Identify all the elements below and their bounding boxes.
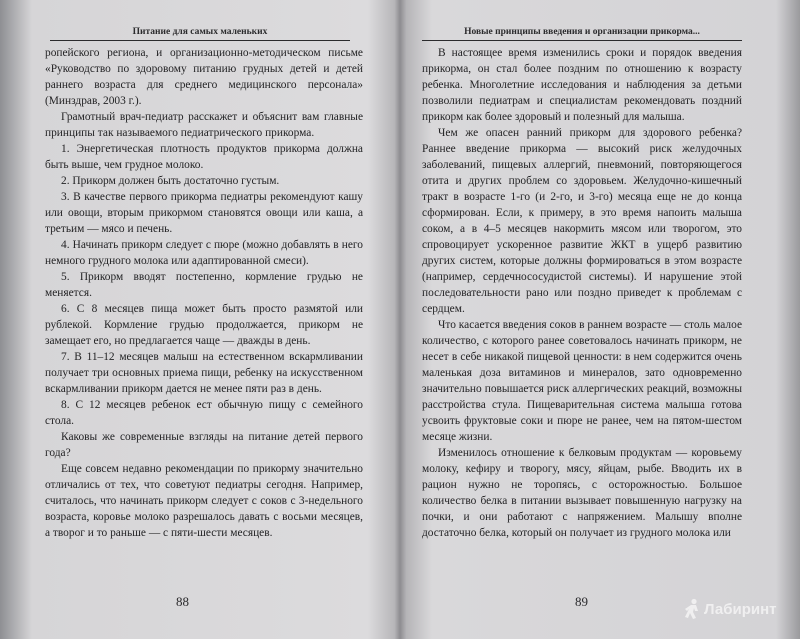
list-item: 2. Прикорм должен быть достаточно густым. xyxy=(61,175,280,187)
paragraph: Грамотный врач-педиатр расскажет и объяснит вам главные принципы так называемого педиатрического прикорма. xyxy=(45,111,363,139)
list-item: 7. В 11–12 месяцев малыш на естественном вскармливании получает три основных приема пищи, ребенку на искусственном вскармливании прикорм дается не менее пяти раз в день. xyxy=(45,351,363,395)
paragraph: Каковы же современные взгляды на питание детей первого года? xyxy=(45,431,363,459)
paragraph: В настоящее время изменились сроки и порядок введения прикорма, он стал более поздним по отношению к возрасту ребенка. Многолетние исследования и наблюдения за детьми позволили педиатрам и специалистам рекомендовать поздний прикорм как более здоровый и полезный для малыша. xyxy=(422,47,742,123)
paragraph: ропейского региона, и организационно-методическом письме «Руководство по здоровому питанию грудных детей и детей раннего возраста для среднего медицинского персонала» (Минздрав, 2003 г.). xyxy=(45,47,363,107)
running-header-right: Новые принципы введения и организации прикорма... xyxy=(422,27,742,41)
paragraph: Еще совсем недавно рекомендации по прикорму значительно отличались от тех, что советуют педиатры сегодня. Например, считалось, что начинать прикорм следует с соков с 3-недельного возраста, коровье молоко разрешалось давать с восьми месяцев, а творог и то раньше — с пяти-шести месяцев. xyxy=(45,463,363,539)
running-header-left: Питание для самых маленьких xyxy=(50,27,350,41)
page-number-right: 89 xyxy=(575,594,588,609)
left-page xyxy=(0,0,398,639)
list-item: 5. Прикорм вводят постепенно, кормление грудью не меняется. xyxy=(45,271,363,299)
right-page xyxy=(402,0,800,639)
list-item: 1. Энергетическая плотность продуктов прикорма должна быть выше, чем грудное молоко. xyxy=(45,143,363,171)
paragraph: Что касается введения соков в раннем возрасте — столь малое количество, с которого ранее советовалось начинать прикорм, не несет в себе никакой пищевой ценности: в нем содержится очень маленькая доза витаминов и минералов, зато одновременно значительно повышается риск аллергических реакций, возможны расстройства стула. Пищеварительная система малыша готова усвоить фруктовые соки и пюре не ранее, чем на пятом-шестом месяце жизни. xyxy=(422,319,742,443)
list-item: 3. В качестве первого прикорма педиатры рекомендуют кашу или овощи, вторым прикормом становятся овощи или каша, а третьим — мясо и печень. xyxy=(45,191,363,235)
list-item: 6. С 8 месяцев пища может быть просто размятой или рублекой. Кормление грудью продолжается, прикорм не замещает его, но предлагается чаще — дважды в день. xyxy=(45,303,363,347)
right-page-text xyxy=(422,45,742,541)
page-number-left: 88 xyxy=(176,594,189,609)
left-page-text xyxy=(45,45,363,541)
paragraph: Изменилось отношение к белковым продуктам — коровьему молоку, кефиру и творогу, мясу, яйцам, рыбе. Вводить их в рацион нужно не торопясь, с осторожностью. Большое количество белка в питании вызывает повышенную нагрузку на почки, и они работают с напряжением. Малышу вполне достаточно белка, который он получает из грудного молока или xyxy=(422,447,742,539)
list-item: 8. С 12 месяцев ребенок ест обычную пищу с семейного стола. xyxy=(45,399,363,427)
paragraph: Чем же опасен ранний прикорм для здорового ребенка? Раннее введение прикорма — высокий риск желудочных заболеваний, пищевых аллергий, пневмоний, повторяющегося отита и других проблем со здоровьем. Желудочно-кишечный тракт в возрасте 1-го (и 2-го, и 3-го) месяца еще не до конца сформирован. Если, к примеру, в это время напоить малыша соком, а в 4–5 месяцев накормить мясом или творогом, это спровоцирует ускоренное развитие ЖКТ в ущерб развитию других систем, которые должны формироваться в этом возрасте (например, сердечнососудистой системы). И нарушение этой последовательности рано или поздно приведет к проблемам с сердцем. xyxy=(422,127,742,315)
list-item: 4. Начинать прикорм следует с пюре (можно добавлять в него немного грудного молока или адаптированной смеси). xyxy=(45,239,363,267)
labirint-figure-icon xyxy=(682,598,702,620)
labirint-watermark xyxy=(682,596,777,622)
watermark-text: Лабиринт xyxy=(704,600,777,618)
